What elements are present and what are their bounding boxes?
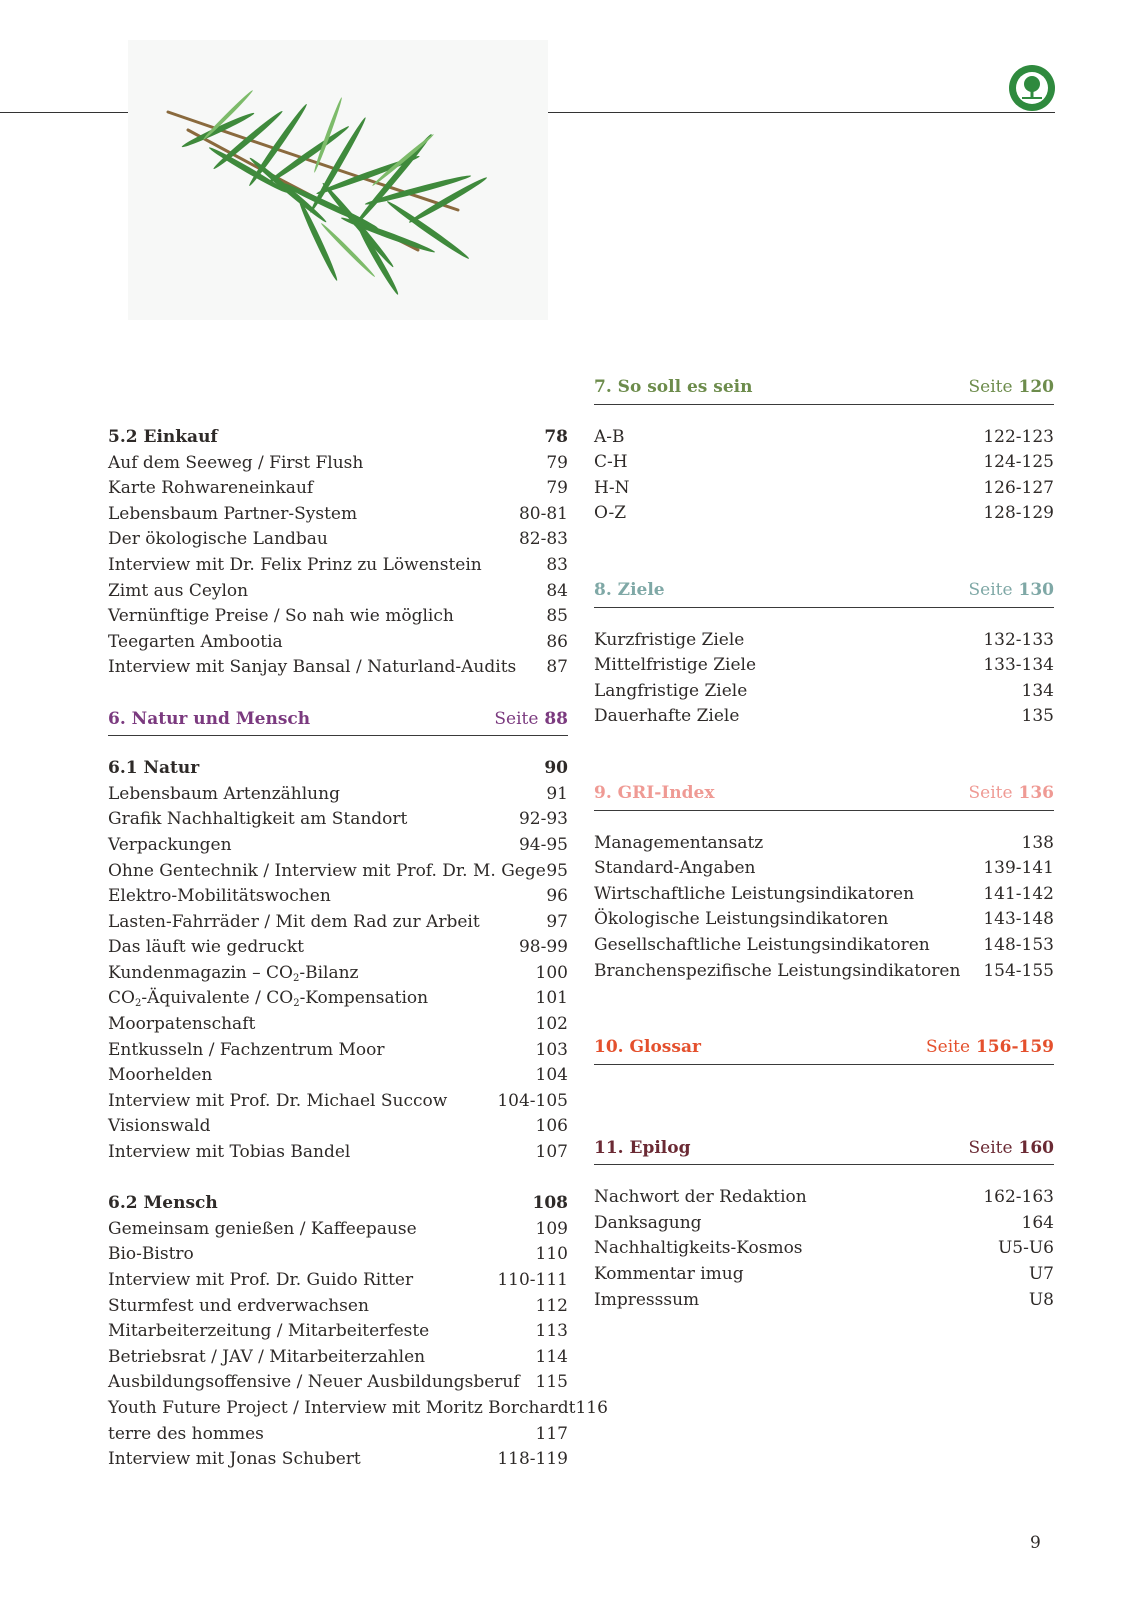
toc-section-6-1[interactable]: 6.1 Natur 90 (108, 758, 568, 779)
toc-entry[interactable]: Bio-Bistro 110 (108, 1244, 568, 1265)
page-number: 9 (1030, 1533, 1041, 1553)
toc-entry[interactable]: Youth Future Project / Interview mit Moritz Borchardt 116 (108, 1397, 608, 1418)
toc-entry[interactable]: Langfristige Ziele 134 (594, 680, 1054, 701)
toc-entry[interactable]: Der ökologische Landbau 82-83 (108, 529, 568, 550)
toc-entry[interactable]: Branchenspezifische Leistungsindikatoren 154-155 (594, 960, 1054, 981)
toc-section-6-2[interactable]: 6.2 Mensch 108 (108, 1193, 568, 1214)
toc-chapter-6[interactable]: 6. Natur und Mensch Seite 88 (108, 707, 568, 737)
toc-entry[interactable]: Moorpatenschaft 102 (108, 1014, 568, 1035)
toc-entry[interactable]: O-Z 128-129 (594, 503, 1054, 524)
toc-entry[interactable]: Interview mit Jonas Schubert 118-119 (108, 1449, 568, 1470)
toc-entry[interactable]: Karte Rohwareneinkauf 79 (108, 478, 568, 499)
toc-list-6-1 (108, 782, 568, 1166)
toc-entry[interactable]: Dauerhafte Ziele 135 (594, 706, 1054, 727)
toc-entry[interactable]: H-N 126-127 (594, 477, 1054, 498)
toc-list-5-2 (108, 451, 568, 681)
toc-entry[interactable]: Managementansatz 138 (594, 832, 1054, 853)
toc-list-7 (594, 425, 1054, 527)
toc-entry[interactable]: Kurzfristige Ziele 132-133 (594, 629, 1054, 650)
toc-chapter-11[interactable]: 11. Epilog Seite 160 (594, 1136, 1054, 1166)
toc-entry[interactable]: Lebensbaum Artenzählung 91 (108, 783, 568, 804)
toc-entry[interactable]: Nachwort der Redaktion 162-163 (594, 1187, 1054, 1208)
header-rule-left (0, 112, 142, 113)
toc-entry[interactable]: Elektro-Mobilitätswochen 96 (108, 886, 568, 907)
toc-section-5-2[interactable]: 5.2 Einkauf 78 (108, 427, 568, 447)
toc-entry[interactable]: Interview mit Prof. Dr. Guido Ritter 110-111 (108, 1270, 568, 1290)
toc-entry[interactable]: Ausbildungsoffensive / Neuer Ausbildungsberuf 115 (108, 1372, 568, 1393)
toc-entry[interactable]: Kommentar imug U7 (594, 1264, 1054, 1285)
toc-chapter-7[interactable]: 7. So soll es sein Seite 120 (594, 375, 1054, 405)
toc-entry[interactable]: Sturmfest und erdverwachsen 112 (108, 1295, 568, 1316)
toc-list-9 (594, 831, 1054, 985)
toc-entry[interactable]: Interview mit Prof. Dr. Michael Succow 104-105 (108, 1090, 568, 1111)
toc-entry-co2[interactable]: $CO_2$-Äquivalente / $CO_2$-Kompensation 101 (108, 988, 568, 1010)
toc-entry[interactable]: Impresssum U8 (594, 1289, 1054, 1310)
tree-logo-icon (1008, 64, 1056, 112)
toc-entry[interactable]: Verpackungen 94-95 (108, 834, 568, 855)
toc-left-column (108, 375, 608, 1473)
toc-entry[interactable]: Auf dem Seeweg / First Flush 79 (108, 452, 568, 473)
toc-entry[interactable]: Visionswald 106 (108, 1116, 568, 1137)
toc-entry[interactable]: Entkusseln / Fachzentrum Moor 103 (108, 1039, 568, 1060)
toc-entry[interactable]: Ohne Gentechnik / Interview mit Prof. Dr. M. Gege 95 (108, 860, 568, 881)
toc-entry[interactable]: Nachhaltigkeits-Kosmos U5-U6 (594, 1238, 1054, 1259)
toc-entry[interactable]: Wirtschaftliche Leistungsindikatoren 141-142 (594, 883, 1054, 904)
toc-entry[interactable]: Grafik Nachhaltigkeit am Standort 92-93 (108, 809, 568, 830)
toc-entry[interactable]: Standard-Angaben 139-141 (594, 858, 1054, 879)
toc-entry[interactable]: Das läuft wie gedruckt 98-99 (108, 937, 568, 958)
toc-entry[interactable]: A-B 122-123 (594, 426, 1054, 447)
toc-entry[interactable]: Zimt aus Ceylon 84 (108, 580, 568, 601)
toc-entry[interactable]: terre des hommes 117 (108, 1423, 568, 1444)
rosemary-sprig-icon (128, 40, 548, 320)
toc-entry[interactable]: Lasten-Fahrräder / Mit dem Rad zur Arbeit 97 (108, 911, 568, 932)
toc-list-11 (594, 1185, 1054, 1313)
toc-entry[interactable]: Moorhelden 104 (108, 1065, 568, 1086)
toc-entry[interactable]: Interview mit Sanjay Bansal / Naturland-Audits 87 (108, 657, 568, 678)
toc-entry[interactable]: Mittelfristige Ziele 133-134 (594, 655, 1054, 676)
toc-chapter-10[interactable]: 10. Glossar Seite 156-159 (594, 1035, 1054, 1065)
toc-entry[interactable]: Betriebsrat / JAV / Mitarbeiterzahlen 114 (108, 1346, 568, 1367)
toc-entry[interactable]: Teegarten Ambootia 86 (108, 631, 568, 652)
toc-list-8 (594, 628, 1054, 730)
toc-entry[interactable]: Danksagung 164 (594, 1212, 1054, 1233)
header-rule-right (512, 112, 1055, 113)
toc-entry[interactable]: Vernünftige Preise / So nah wie möglich 85 (108, 606, 568, 627)
toc-right-column (594, 375, 1054, 1313)
toc-entry-kundenmagazin[interactable]: Kundenmagazin – $CO_2$-Bilanz 100 (108, 962, 568, 984)
toc-entry[interactable]: Interview mit Tobias Bandel 107 (108, 1142, 568, 1163)
toc-entry[interactable]: Gesellschaftliche Leistungsindikatoren 148-153 (594, 934, 1054, 955)
toc-entry[interactable]: C-H 124-125 (594, 452, 1054, 473)
toc-entry[interactable]: Mitarbeiterzeitung / Mitarbeiterfeste 113 (108, 1321, 568, 1342)
toc-entry[interactable]: Gemeinsam genießen / Kaffeepause 109 (108, 1218, 568, 1239)
toc-chapter-8[interactable]: 8. Ziele Seite 130 (594, 578, 1054, 608)
toc-list-6-2 (108, 1217, 608, 1473)
toc-entry[interactable]: Ökologische Leistungsindikatoren 143-148 (594, 909, 1054, 930)
toc-entry[interactable]: Lebensbaum Partner-System 80-81 (108, 503, 568, 524)
toc-entry[interactable]: Interview mit Dr. Felix Prinz zu Löwenstein 83 (108, 554, 568, 575)
toc-chapter-9[interactable]: 9. GRI-Index Seite 136 (594, 781, 1054, 811)
